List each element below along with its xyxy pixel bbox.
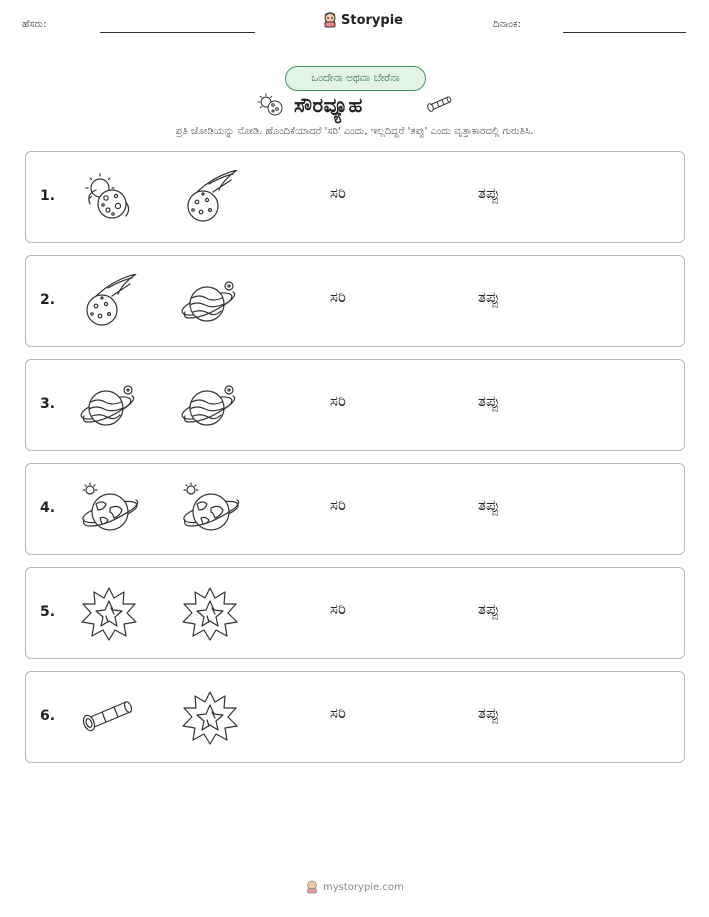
comet-icon <box>78 274 140 330</box>
question-number: 5. <box>40 604 56 620</box>
star-icon <box>78 586 140 642</box>
earth-icon <box>78 482 140 538</box>
brand-name: Storypie <box>341 12 403 28</box>
question-number: 3. <box>40 396 56 412</box>
worksheet-type-badge: ಒಂದೇನಾ ಅಥವಾ ಬೇರೆನಾ <box>285 66 426 91</box>
comet-icon <box>179 170 241 226</box>
telescope-icon <box>424 93 454 115</box>
planet-icon <box>179 274 241 330</box>
question-row <box>25 567 685 659</box>
true-option[interactable]: ಸರಿ <box>330 600 346 618</box>
true-option[interactable]: ಸರಿ <box>330 392 346 410</box>
earth-icon <box>179 482 241 538</box>
question-row <box>25 359 685 451</box>
name-line[interactable] <box>100 32 255 33</box>
true-option[interactable]: ಸರಿ <box>330 704 346 722</box>
worksheet-title: ಸೌರವ್ಯೂಹ <box>294 93 363 117</box>
storypie-mascot-icon <box>306 880 318 894</box>
brand-logo <box>323 12 403 28</box>
false-option[interactable]: ತಪ್ಪು <box>478 288 500 306</box>
false-option[interactable]: ತಪ್ಪು <box>478 496 500 514</box>
question-number: 4. <box>40 500 56 516</box>
title-row <box>0 93 709 119</box>
true-option[interactable]: ಸರಿ <box>330 496 346 514</box>
sun-moon-icon <box>78 170 140 226</box>
planet-icon <box>179 378 241 434</box>
question-row <box>25 671 685 763</box>
name-label: ಹೆಸರು: <box>22 19 47 30</box>
question-row <box>25 151 685 243</box>
telescope-icon <box>78 690 140 746</box>
footer-site[interactable]: mystorypie.com <box>323 881 404 893</box>
sun-moon-icon <box>256 93 286 119</box>
question-row <box>25 463 685 555</box>
false-option[interactable]: ತಪ್ಪು <box>478 392 500 410</box>
question-row <box>25 255 685 347</box>
false-option[interactable]: ತಪ್ಪು <box>478 184 500 202</box>
instructions: ಪ್ರತಿ ಜೋಡಿಯನ್ನು ನೋಡಿ. ಹೊಂದಿಕೆಯಾದರೆ 'ಸರಿ' ಎಂದು, ಇಲ್ಲದಿದ್ದರೆ 'ತಪ್ಪು' ಎಂದು ವೃತ್ತಾಕಾರದಲ್ಲಿ ಗುರುತಿಸಿ. <box>175 126 534 137</box>
false-option[interactable]: ತಪ್ಪು <box>478 704 500 722</box>
planet-icon <box>78 378 140 434</box>
date-label: ದಿನಾಂಕ: <box>493 19 521 30</box>
star-icon <box>179 690 241 746</box>
true-option[interactable]: ಸರಿ <box>330 288 346 306</box>
storypie-mascot-icon <box>323 12 337 28</box>
footer <box>306 880 404 894</box>
false-option[interactable]: ತಪ್ಪು <box>478 600 500 618</box>
question-number: 2. <box>40 292 56 308</box>
date-line[interactable] <box>563 32 686 33</box>
question-number: 1. <box>40 188 56 204</box>
question-number: 6. <box>40 708 56 724</box>
true-option[interactable]: ಸರಿ <box>330 184 346 202</box>
star-icon <box>179 586 241 642</box>
